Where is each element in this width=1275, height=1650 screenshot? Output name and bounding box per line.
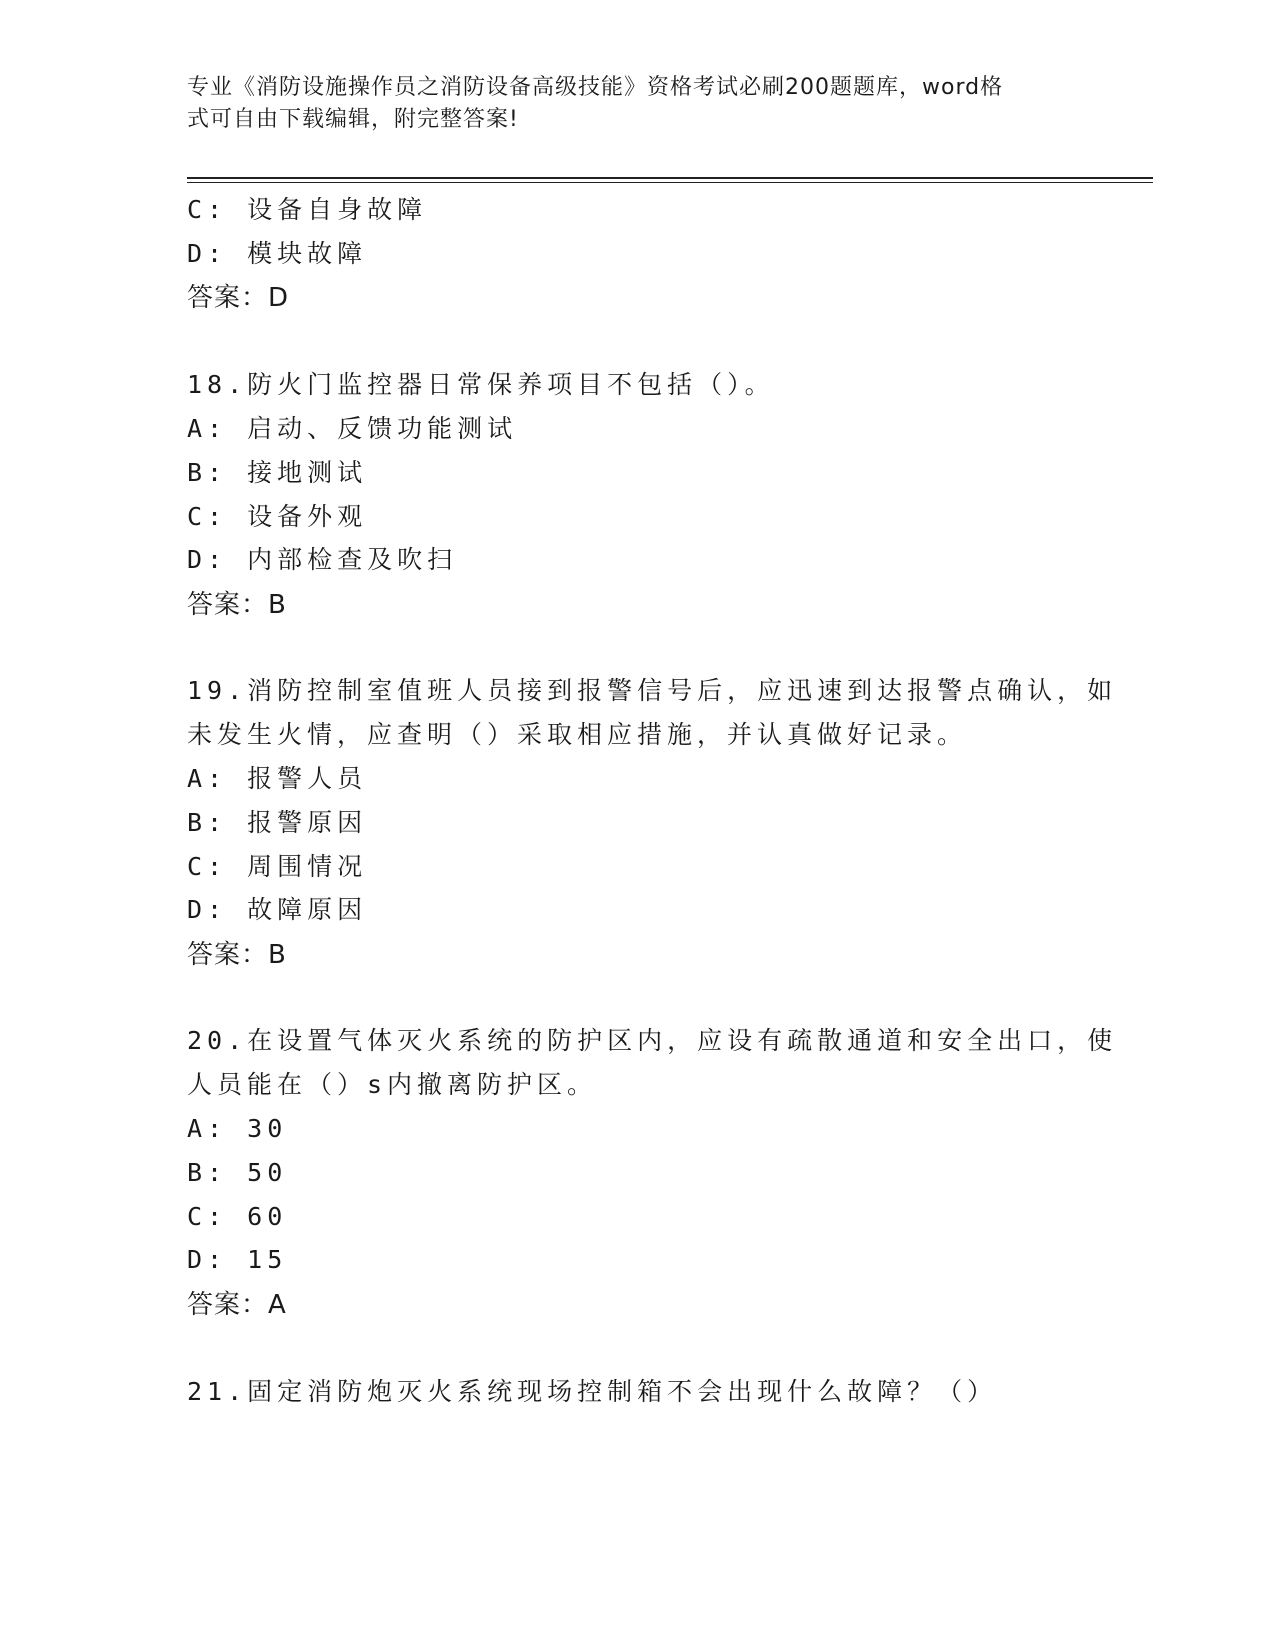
header-divider-thick xyxy=(187,177,1153,179)
q20-answer: 答案：A xyxy=(187,1290,287,1320)
q18-option-c: C: 设备外观 xyxy=(187,502,368,531)
q18-option-a: A: 启动、反馈功能测试 xyxy=(187,414,518,443)
q19-answer: 答案：B xyxy=(187,940,287,970)
q18-answer: 答案：B xyxy=(187,590,287,620)
prev-option-c: C: 设备自身故障 xyxy=(187,195,428,224)
q21-stem: 21.固定消防炮灭火系统现场控制箱不会出现什么故障？（） xyxy=(187,1377,998,1406)
prev-option-d: D: 模块故障 xyxy=(187,239,368,268)
q19-option-c: C: 周围情况 xyxy=(187,852,368,881)
prev-answer: 答案：D xyxy=(187,283,290,313)
q18-option-d: D: 内部检查及吹扫 xyxy=(187,545,458,574)
q20-option-a: A: 30 xyxy=(187,1114,288,1143)
q20-stem-line-1: 20.在设置气体灭火系统的防护区内，应设有疏散通道和安全出口，使 xyxy=(187,1026,1118,1055)
q20-option-b: B: 50 xyxy=(187,1158,288,1187)
q20-stem-line-2: 人员能在（）s内撤离防护区。 xyxy=(187,1070,598,1099)
q20-option-d: D: 15 xyxy=(187,1245,288,1274)
q19-option-a: A: 报警人员 xyxy=(187,764,368,793)
document-header xyxy=(187,72,1067,136)
q18-option-b: B: 接地测试 xyxy=(187,458,368,487)
header-line-2: 式可自由下载编辑，附完整答案! xyxy=(187,107,519,132)
q19-option-b: B: 报警原因 xyxy=(187,808,368,837)
q20-option-c: C: 60 xyxy=(187,1202,288,1231)
q19-stem-line-1: 19.消防控制室值班人员接到报警信号后，应迅速到达报警点确认，如 xyxy=(187,676,1118,705)
header-line-1: 专业《消防设施操作员之消防设备高级技能》资格考试必刷200题题库，word格 xyxy=(187,75,1004,100)
q19-stem-line-2: 未发生火情，应查明（）采取相应措施，并认真做好记录。 xyxy=(187,720,968,749)
q18-stem: 18.防火门监控器日常保养项目不包括（）。 xyxy=(187,370,775,399)
q19-option-d: D: 故障原因 xyxy=(187,895,368,924)
header-divider-thin xyxy=(187,182,1153,183)
